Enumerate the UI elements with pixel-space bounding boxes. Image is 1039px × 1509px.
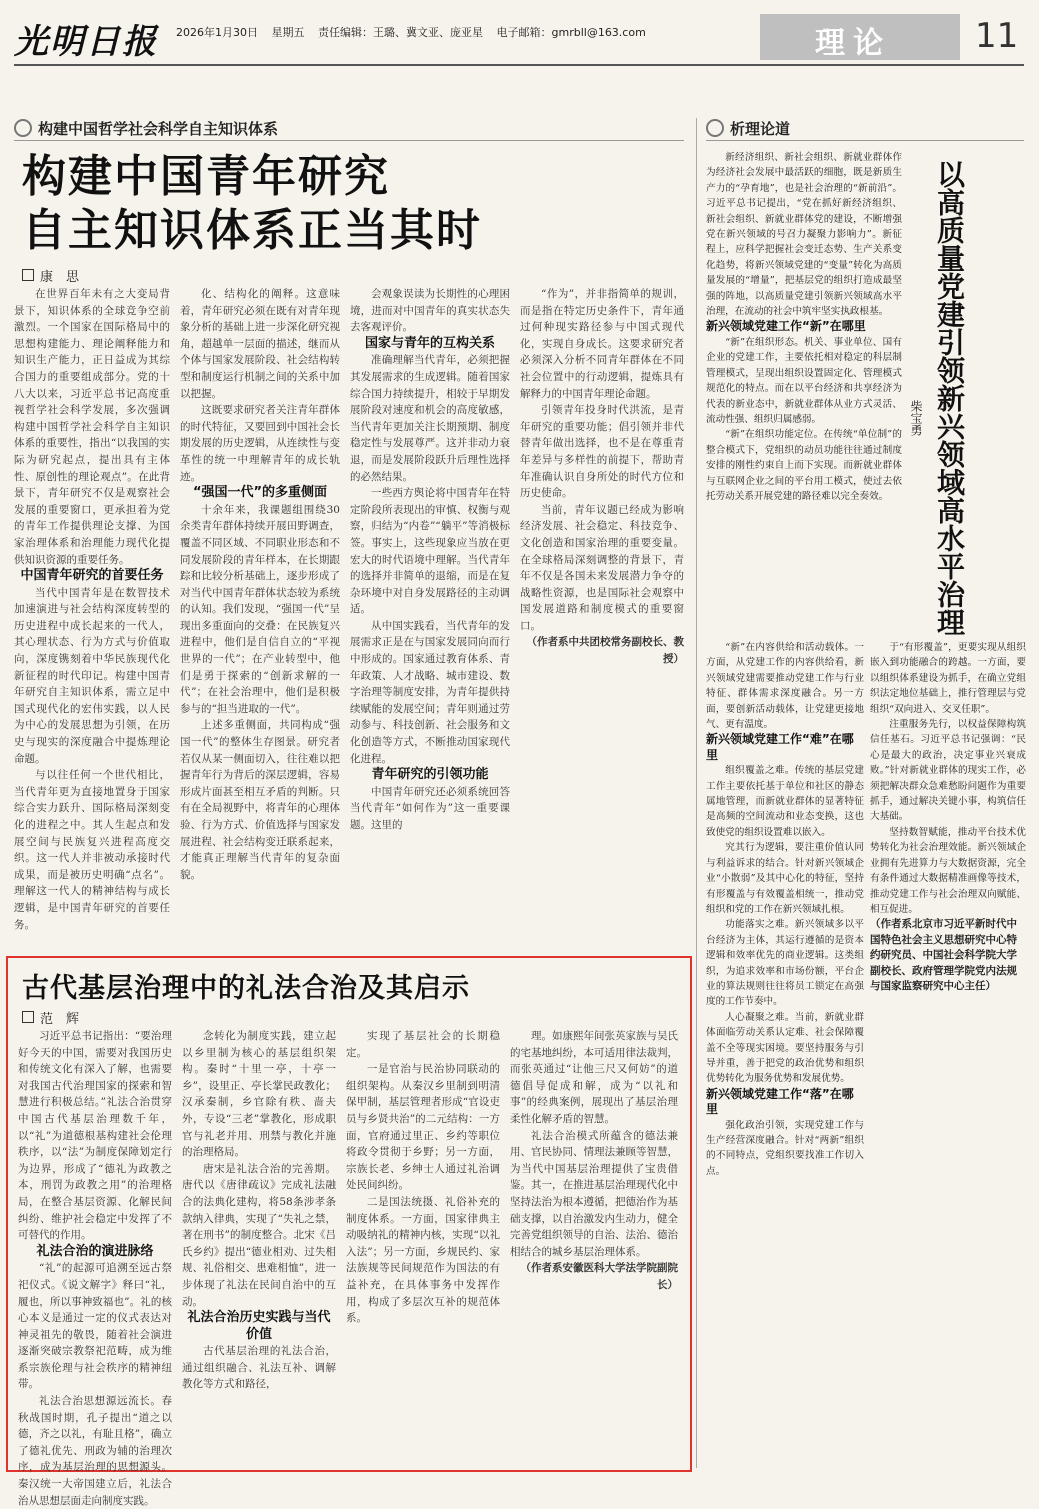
lead-column-3 [350,286,510,946]
article2-subhead-1: 礼法合治的演进脉络 [36,1243,154,1259]
side-subhead-2: 新兴领域党建工作“难”在哪里 [706,732,854,762]
paragraph: 新经济组织、新社会组织、新就业群体作为经济社会发展中最活跃的细胞，既是新质生产力的“孕育地”，也是社会治理的“新前沿”。习近平总书记提出，“党在抓好新经济组织、新社会组织、新就业群体党的建设，不断增强党在新兴领域的号召力凝聚力影响力”。新征程上，应科学把握社会变迁态势、生产关系变化趋势，将新兴领域党建的“变量”转化为高质量发展的“增量”，把基层党的组织打造成最坚强的阵地，以高质量党建引领新兴领域高水平治理，在流动的社会中筑牢坚实执政根基。 [706,152,902,318]
paragraph: “礼”的起源可追溯至远古祭祀仪式。《说文解字》释曰“礼，履也，所以事神致福也”。礼的核心本义是通过一定的仪式表达对神灵祖先的敬畏，随着社会演进逐渐突破宗教祭祀范畴，成为维系宗族伦理与社会秩序的精神纽带。 [18,1262,172,1391]
paragraph: 于“有形覆盖”，更要实现从组织嵌入到功能融合的跨越。一方面，要以组织体系建设为抓手，在确立党组织法定地位基础上，推行管理层与党组织“双向进入、交叉任职”。 [870,642,1026,715]
paragraph: “作为”，并非指简单的规训，而是指在特定历史条件下，青年通过何种现实路径参与中国式现代化，实现自身成长。这要求研究者必须深入分析不同青年群体在不同社会位置中的行动逻辑，提炼具有解释力的中国青年理论命题。 [520,288,684,400]
paragraph: “新”在组织功能定位。在传统“单位制”的整合模式下，党组织的动员功能往往通过制度安排的刚性约束自上而下实现。而新就业群体与互联网企业之间的平台用工模式，使过去依托劳动关系开展党建的路径难以完全奏效。 [706,429,902,502]
paragraph: 注重服务先行，以权益保障构筑信任基石。习近平总书记强调：“民心是最大的政治，决定事业兴衰成败。”针对新就业群体的现实工作，必须把解决群众急难愁盼问题作为重要抓手，通过解决关键小事，构筑信任大基础。 [870,719,1026,823]
side-intro-column [706,150,902,638]
side-column-tag [706,118,790,139]
paragraph: 二是国法统摄、礼俗补充的制度体系。一方面，国家律典主动吸纳礼的精神内核，实现“以礼入法”；另一方面，乡规民约、家法族规等民间规范作为国法的有益补充，在具体事务中发挥作用，构成了多层次互补的规范体系。 [346,1195,500,1325]
paragraph: 十余年来，我课题组围绕30余类青年群体持续开展田野调查，覆盖不同区域、不同职业形态和不同发展阶段的青年样本，在长期跟踪和比较分析基础上，逐步形成了对当代中国青年群体状态较为系统的认知。我们发现，“强国一代”呈现出多重面向的交叠：在民族复兴进程中，他们是自信自立的“平视世界的一代”；在产业转型中，他们是勇于探索的“创新求解的一代”；在社会治理中，他们是积极参与的“担当进取的一代”。 [180,503,340,715]
paragraph: 在世界百年未有之大变局背景下，知识体系的全球竞争空前激烈。一个国家在国际格局中的思想构建能力、理论阐释能力和知识生产能力，正日益成为其综合国力的重要组成部分。党的十八大以来，习近平总书记高度重视哲学社会科学发展，多次强调构建中国哲学社会科学自主知识体系的重要性，指出“以我国的实际为研究起点，提出具有主体性、原创性的理论观点”。在此背景下，青年研究不仅是观察社会发展的重要窗口，更承担着为党的青年工作提供理论支撑、为国家治理体系和治理能力现代化提供知识资源的重要任务。 [14,288,170,566]
paragraph: 当前，青年议题已经成为影响经济发展、社会稳定、科技竞争、文化创造和国家治理的重要变量。在全球格局深刻调整的背景下，青年不仅是各国未来发展潜力争夺的战略性资源，也是国际社会观察中国发展道路和制度模式的重要窗口。 [520,503,684,632]
paragraph: 准确理解当代青年，必须把握其发展需求的生成逻辑。随着国家综合国力持续提升，相较于早期发展阶段对速度和机会的高度敏感，当代青年更加关注长期预期、制度稳定性与发展尊严。这并非动力衰退，而是发展阶段跃升后理性选择的必然结果。 [350,354,510,483]
article2-author-note: （作者系安徽医科大学法学院副院长） [520,1262,678,1291]
paragraph: 与以往任何一个世代相比，当代青年更为直接地置身于国家综合实力跃升、国际格局深刻变化的进程之中。其人生起点和发展空间与民族复兴进程高度交织。这一代人并非被动承接时代成果，而是被历史明确“点名”。理解这一代人的精神结构与成长逻辑，是中国青年研究的首要任务。 [14,769,170,931]
paragraph: 礼法合治思想源远流长。春秋战国时期，孔子提出“道之以德，齐之以礼，有耻且格”，确立了德礼优先、刑政为辅的治理次序，成为基层治理的思想源头。秦汉统一大帝国建立后，礼法合治从思想层面走向制度实践。 [18,1395,172,1507]
g-circle-icon [706,119,724,137]
article2-column-2 [182,1028,336,1460]
lead-byline [22,266,79,285]
lead-headline-line1: 构建中国青年研究 [22,151,390,202]
g-circle-icon [14,119,32,137]
paragraph: 实现了基层社会的长期稳定。 [346,1030,500,1059]
side-subhead-1: 新兴领域党建工作“新”在哪里 [706,319,866,334]
article2-subhead-2: 礼法合治历史实践与当代价值 [187,1310,331,1342]
lead-subhead-2: “强国一代”的多重侧面 [192,485,328,501]
lead-subhead-1: 中国青年研究的首要任务 [20,568,164,584]
lead-headline [22,150,482,258]
lead-tag-rule [14,140,684,141]
paragraph: 念转化为制度实践，建立起以乡里制为核心的基层组织架构。秦时“十里一亭，十亭一乡”，设里正、亭长掌民政教化；汉承秦制，乡官除有秩、啬夫外，专设“三老”掌教化，形成职官与礼老并用、刑禁与教化并施的治理格局。 [182,1030,336,1159]
paragraph: 会观象误读为长期性的心理困境，进而对中国青年的真实状态失去客观评价。 [350,288,510,334]
side-byline: 柴宝勇 [909,400,923,436]
paragraph: 中国青年研究还必须系统回答当代青年“如何作为”这一重要课题。这里的 [350,785,510,831]
page-number: 11 [975,16,1019,56]
lead-column-4 [520,286,684,946]
lead-subhead-4: 青年研究的引领功能 [371,767,489,783]
lead-column-2 [180,286,340,946]
paragraph: 一些西方舆论将中国青年在特定阶段所表现出的审慎、权衡与观察，归结为“内卷”“躺平”等消极标签。事实上，这些现象应当放在更宏大的时代语境中理解。当代青年的选择并非简单的退缩，而是在复杂环境中对自身发展路径的主动调适。 [350,487,510,616]
lead-headline-line2: 自主知识体系正当其时 [22,205,482,256]
masthead-info [176,24,656,40]
paragraph: 一是官治与民治协同联动的组织架构。从秦汉乡里制到明清保甲制，基层管理者形成“官设吏员与乡贤共治”的二元结构：一方面，官府通过里正、乡约等职位将政令贯彻于乡野；另一方面，宗族长老、乡绅士人通过礼治调处民间纠纷。 [346,1063,500,1192]
paragraph: 习近平总书记指出：“要治理好今天的中国，需要对我国历史和传统文化有深入了解，也需要对我国古代治理国家的探索和智慧进行积极总结。”礼法合治贯穿中国古代基层治理数千年，以“礼”为道德根基构建社会伦理秩序，以“法”为制度保障划定行为边界，形成了“德礼为政教之本，刑罚为政教之用”的治理格局，在整合基层资源、化解民间纠纷、维护社会稳定中发挥了不可替代的作用。 [18,1030,172,1242]
paragraph: “新”在组织形态。机关、事业单位、国有企业的党建工作，主要依托相对稳定的科层制管理模式，呈现出组织设置固定化、管理模式规范化的特点。而在以平台经济和共享经济为代表的新业态中，新就业群体从业方式灵活、流动性强、组织归属感弱。 [706,336,902,425]
side-tag-rule [706,140,1024,141]
paragraph: 功能落实之难。新兴领域多以平台经济为主体，其运行遵循的是资本逻辑和效率优先的商业逻辑。这类组织，为追求效率和市场份额，平台企业的算法规则往往将员工锁定在高强度的工作节奏中。 [706,919,864,1008]
side-subhead-3: 新兴领域党建工作“落”在哪里 [706,1086,854,1117]
paragraph: 古代基层治理的礼法合治，通过组织融合、礼法互补、调解教化等方式和路径， [182,1345,336,1391]
paragraph: 化、结构化的阐释。这意味着，青年研究必须在既有对青年现象分析的基础上进一步深化研究视角，超越单一层面的描述，继而从个体与国家发展阶段、社会结构转型和制度运行机制之间的关系中加以把握。 [180,288,340,400]
side-author-note: （作者系北京市习近平新时代中国特色社会主义思想研究中心特约研究员、中国社会科学院大学副校长、政府管理学院党内法规与国家监察研究中心主任） [870,918,1017,992]
paragraph: 坚持数智赋能，推动平台技术优势转化为社会治理效能。新兴领域企业拥有先进算力与大数据资源，完全有条件通过大数据精准画像等技术，推动党建工作与社会治理双向赋能、相互促进。 [870,826,1026,915]
paragraph: 唐宋是礼法合治的完善期。唐代以《唐律疏议》完成礼法融合的法典化建构，将58条涉孝条款纳入律典，实现了“失礼之禁，著在刑书”的制度整合。北宋《吕氏乡约》提出“德业相劝、过失相规、礼俗相交、患难相恤”，进一步体现了礼法在民间自治中的互动。 [182,1162,336,1308]
article2-headline: 古代基层治理中的礼法合治及其启示 [22,973,470,1004]
paragraph: 上述多重侧面，共同构成“强国一代”的整体生存图景。研究者若仅从某一侧面切入，往往难以把握青年行为背后的深层逻辑，容易形成片面甚至相互矛盾的判断。只有在全局视野中，将青年的心理体验、行为方式、价值选择与国家发展进程、社会结构变迁联系起来，才能真正理解当代青年的复杂面貌。 [180,719,340,881]
lead-author: 康 思 [40,270,80,285]
side-column-2 [870,640,1026,1468]
paragraph: 礼法合治模式所蕴含的德法兼用、官民协同、情理法兼顾等智慧，为当代中国基层治理提供了宝贵借鉴。其一，在推进基层治理现代化中坚持法治为根本遵循，把德治作为基础支撑，以自治激发内生动力，健全完善党组织领导的自治、法治、德治相结合的城乡基层治理体系。 [510,1129,678,1258]
article2-column-3 [346,1028,500,1460]
masthead-rule [14,64,1024,66]
article2-column-1 [18,1028,172,1507]
byline-box-icon [22,269,34,281]
issue-weekday: 星期五 [271,26,305,39]
article2-column-4 [510,1028,678,1460]
paragraph: 强化政治引领，实现党建工作与生产经营深度融合。针对“两新”组织的不同特点，党组织要找准工作切入点。 [706,1119,864,1177]
paragraph: 组织覆盖之难。传统的基层党建工作主要依托基于单位和社区的静态属地管理，而新就业群体的显著特征是高频的空间流动和业态变换，这也致使党的组织设置难以嵌入。 [706,765,864,838]
paragraph: “新”在内容供给和活动载体。一方面，从党建工作的内容供给看，新兴领域党建需要推动党建工作与行业特征、群体需求深度融合。另一方面，要创新活动载体，让党建更接地气、更有温度。 [706,642,864,731]
paragraph: 人心凝聚之难。当前，新就业群体面临劳动关系认定难、社会保障覆盖不全等现实困境。要坚持服务与引导并重，善于把党的政治优势和组织优势转化为服务优势和发展优势。 [706,1011,864,1085]
paragraph: 理。如康熙年间张英家族与吴氏的宅基地纠纷，本可适用律法裁判，而张英通过“让他三尺又何妨”的道德倡导促成和解，成为“以礼和事”的经典案例，展现出了基层治理柔性化解矛盾的智慧。 [510,1030,678,1125]
paragraph: 这既要求研究者关注青年群体的时代特征，又要回到中国社会长期发展的历史逻辑，从连续性与变革性的统一中理解青年的成长轨迹。 [180,404,340,483]
paragraph: 从中国实践看，当代青年的发展需求正是在与国家发展同向而行中形成的。国家通过教育体系、青年政策、人才战略、城市建设、数字治理等制度安排，为青年提供持续赋能的发展空间；青年则通过劳动参与、科技创新、社会服务和文化创造等方式，不断推动国家现代化进程。 [350,619,510,765]
editor-email: 电子邮箱：gmrbll@163.com [496,26,646,39]
lead-subhead-3: 国家与青年的互构关系 [364,335,495,351]
newspaper-logo: 光明日报 [14,22,158,62]
paragraph: 当代中国青年是在数智技术加速演进与社会结构深度转型的历史进程中成长起来的一代人，其心理状态、行为方式与价值取向，深度镌刻着中华民族现代化新征程的时代印记。构建中国青年研究自主知识体系，需立足中国式现代化的宏伟实践，以人民为中心的发展思想为引领，在历史与现实的深度融合中提炼理论命题。 [14,586,170,765]
paragraph: 引领青年投身时代洪流，是青年研究的重要功能；倡引领并非代替青年做出选择，也不是在尊重青年差异与多样性的前提下，帮助青年准确认识自身所处的时代方位和历史使命。 [520,404,684,500]
section-name: 理论 [815,26,891,61]
column-divider [696,118,697,1468]
lead-column-tag [14,118,278,139]
issue-date: 2026年1月30日 [176,26,258,39]
side-column-tag-label: 析理论道 [730,120,791,138]
paragraph: 究其行为逻辑，要注重价值认同与利益诉求的结合。针对新兴领域企业“小散弱”及其中心化的特征，坚持有形覆盖与有效覆盖相统一，推动党组织和党的工作在新兴领域扎根。 [706,842,864,915]
editors: 责任编辑：王璐、冀文亚、庞亚星 [318,26,483,39]
lead-column-tag-label: 构建中国哲学社会科学自主知识体系 [38,120,279,138]
lead-column-1 [14,286,170,946]
article2-author: 范 辉 [40,1012,80,1027]
article2-byline [22,1008,79,1027]
lead-author-note: （作者系中共团校常务副校长、教授） [526,636,684,666]
byline-box-icon [22,1011,34,1023]
side-headline: 以高质量党建引领新兴领域高水平治理 [933,160,966,636]
side-column-1 [706,640,864,1468]
